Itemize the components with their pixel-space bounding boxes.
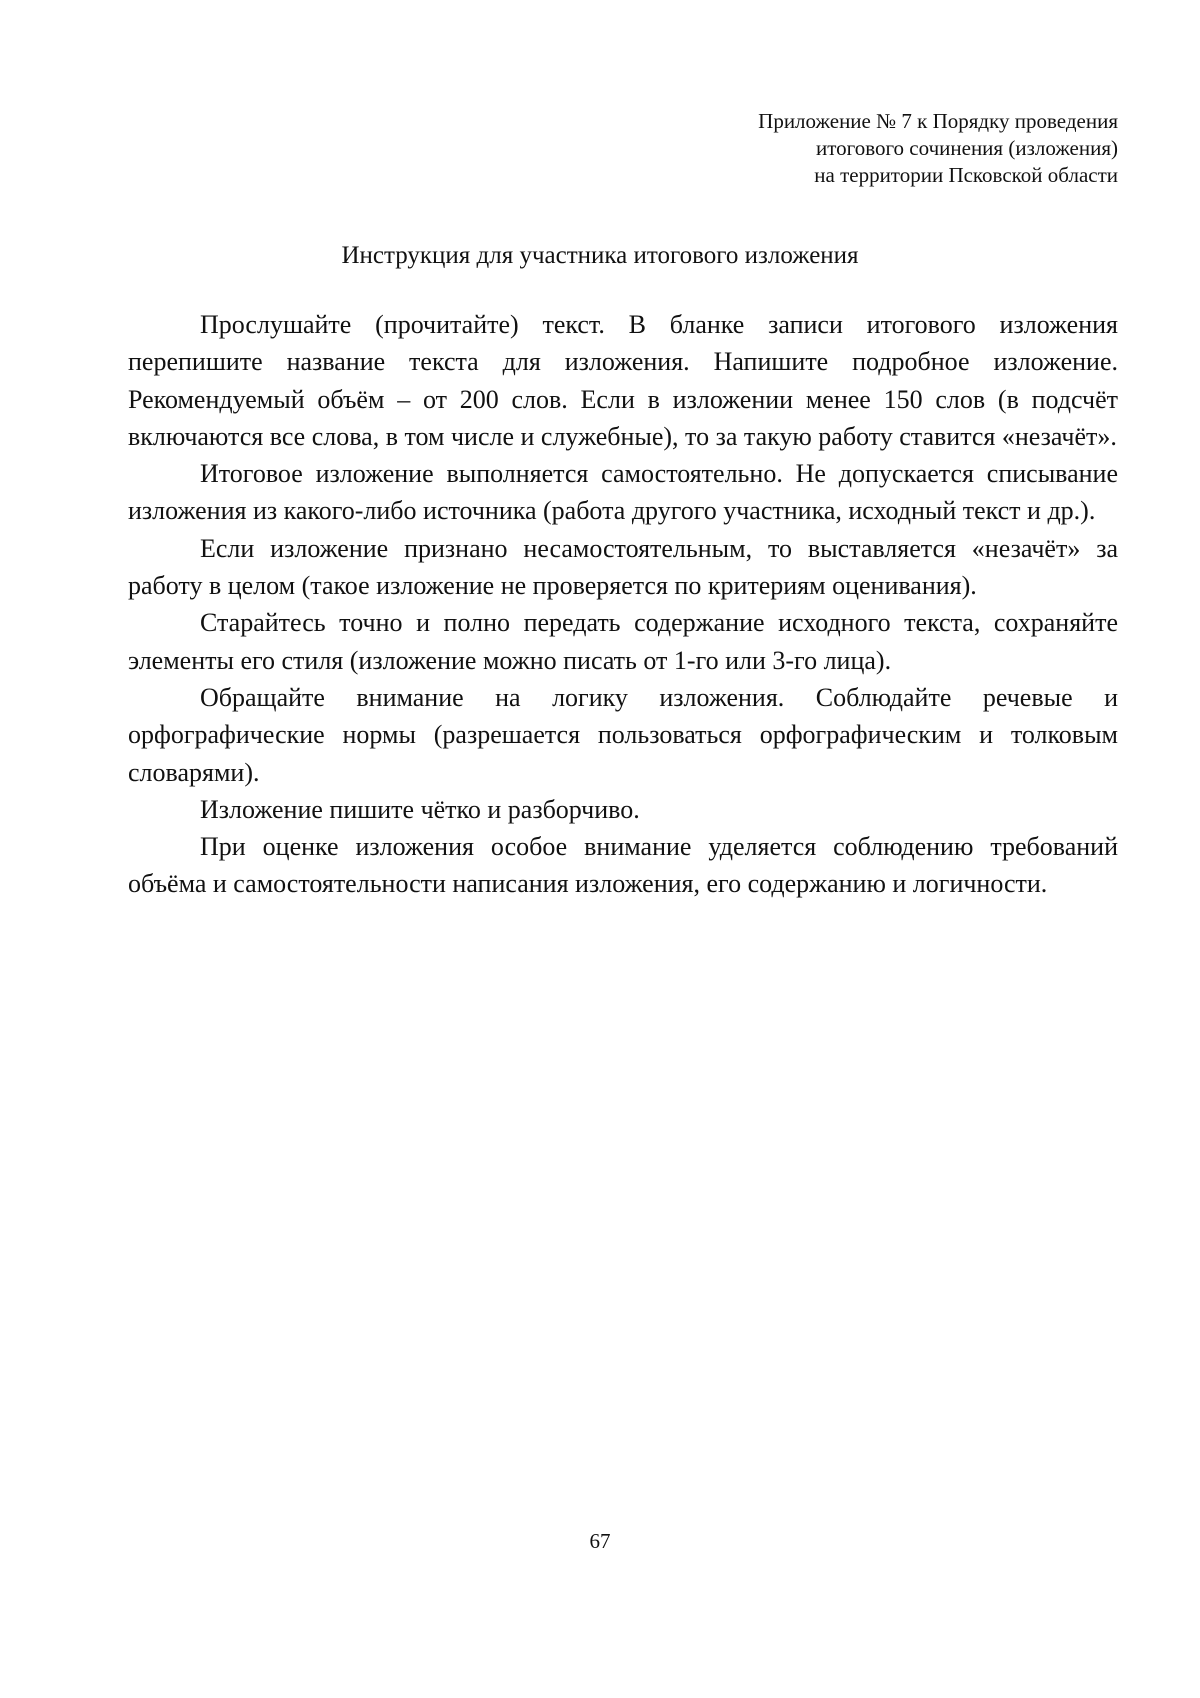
paragraph: Обращайте внимание на логику изложения. Соблюдайте речевые и орфографические нормы (разрешается пользоваться орфографическим и толковым словарями). [128, 682, 1118, 787]
page-number: 67 [589, 1529, 611, 1553]
paragraph: Если изложение признано несамостоятельным, то выставляется «незачёт» за работу в целом (такое изложение не проверяется по критериям оценивания). [128, 533, 1118, 601]
document-title: Инструкция для участника итогового изложения [341, 242, 859, 269]
appendix-line: Приложение № 7 к Порядку проведения [758, 109, 1118, 133]
paragraph: Итоговое изложение выполняется самостоятельно. Не допускается списывание изложения из какого-либо источника (работа другого участника, исходный текст и др.). [128, 459, 1118, 526]
paragraph: Старайтесь точно и полно передать содержание исходного текста, сохраняйте элементы его стиля (изложение можно писать от 1-го или 3-го лица). [128, 608, 1118, 675]
paragraph: Изложение пишите чётко и разборчиво. [200, 794, 640, 824]
appendix-reference [558, 108, 1118, 189]
paragraph: Прослушайте (прочитайте) текст. В бланке записи итогового изложения перепишите название текста для изложения. Напишите подробное изложение. Рекомендуемый объём – от 200 слов. Если в изложении менее 150 слов (в подсчёт включаются все слова, в том числе и служебные), то за такую работу ставится «незачёт». [128, 310, 1118, 451]
instruction-body [128, 306, 1118, 903]
paragraph: При оценке изложения особое внимание уделяется соблюдению требований объёма и самостоятельности написания изложения, его содержанию и логичности. [128, 832, 1118, 899]
appendix-line: итогового сочинения (изложения) [815, 136, 1118, 160]
appendix-line: на территории Псковской области [814, 163, 1118, 187]
